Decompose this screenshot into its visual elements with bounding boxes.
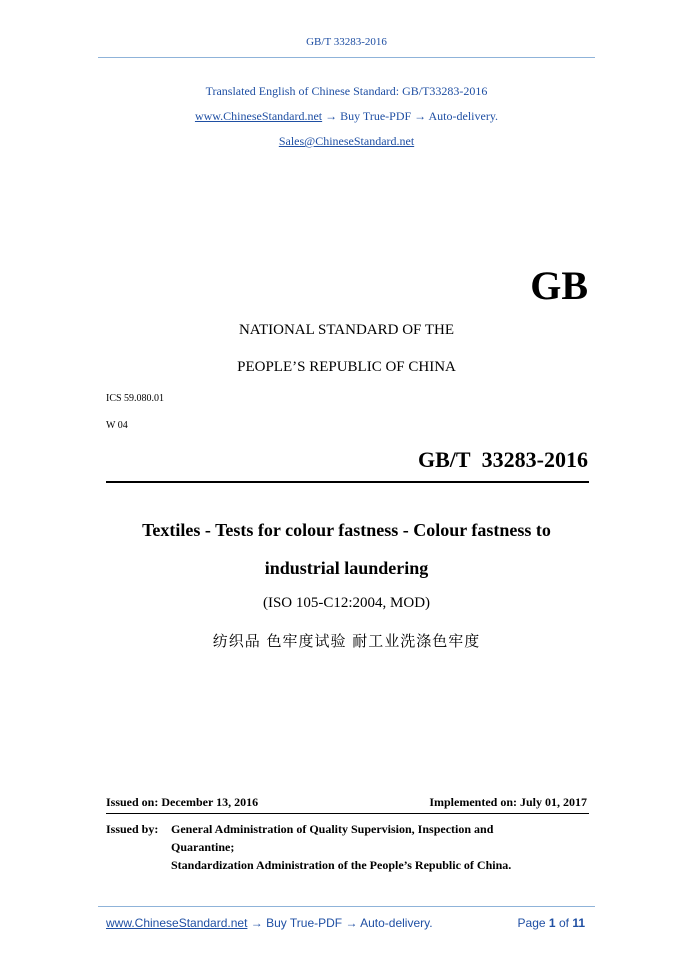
promo-email-line	[0, 134, 693, 149]
header-title: GB/T 33283-2016	[306, 36, 387, 48]
page-total: 11	[572, 916, 585, 930]
implemented-on-date: Implemented on: July 01, 2017	[429, 795, 587, 809]
issued-by-label: Issued by:	[106, 822, 159, 836]
national-standard-line1: NATIONAL STANDARD OF THE	[238, 322, 455, 338]
promo-buy-text: → Buy True-PDF → Auto-delivery.	[322, 109, 499, 123]
chinese-standard-link[interactable]: www.ChineseStandard.net	[194, 109, 323, 123]
dates-divider	[106, 813, 589, 814]
issuer-line3: Standardization Administration of the People’s Republic of China.	[171, 858, 512, 872]
document-title-line1: Textiles - Tests for colour fastness - Colour fastness to	[142, 520, 551, 540]
ics-code: ICS 59.080.01	[106, 393, 165, 404]
standard-number: GB/T 33283-2016	[417, 447, 588, 472]
footer-site-link[interactable]: www.ChineseStandard.net	[106, 916, 248, 930]
promo-translation-line: Translated English of Chinese Standard: GB/T33283-2016	[205, 84, 488, 98]
footer-divider	[98, 906, 595, 907]
page-number: 1	[548, 916, 556, 930]
issuer-line1: General Administration of Quality Supervision, Inspection and	[171, 822, 494, 836]
of-label: of	[558, 916, 569, 930]
title-divider	[106, 481, 589, 483]
footer-buy-text: → Buy True-PDF → Auto-delivery.	[247, 916, 433, 930]
header-divider	[98, 57, 595, 58]
national-standard-line2: PEOPLE’S REPUBLIC OF CHINA	[237, 359, 456, 375]
issuer-line2: Quarantine;	[171, 840, 235, 854]
classification-code: W 04	[106, 420, 128, 431]
issued-on-date: Issued on: December 13, 2016	[106, 795, 259, 809]
iso-reference: (ISO 105-C12:2004, MOD)	[262, 595, 431, 611]
sales-email-link[interactable]: Sales@ChineseStandard.net	[278, 134, 415, 148]
chinese-title: 纺织品 色牢度试验 耐工业洗涤色牢度	[212, 632, 481, 650]
document-title-line2: industrial laundering	[264, 558, 429, 578]
page-label: Page	[517, 916, 546, 930]
promo-buy-line	[0, 109, 693, 124]
gb-mark: GB	[530, 263, 588, 308]
footer-promo	[106, 916, 433, 930]
page-indicator	[518, 916, 585, 930]
